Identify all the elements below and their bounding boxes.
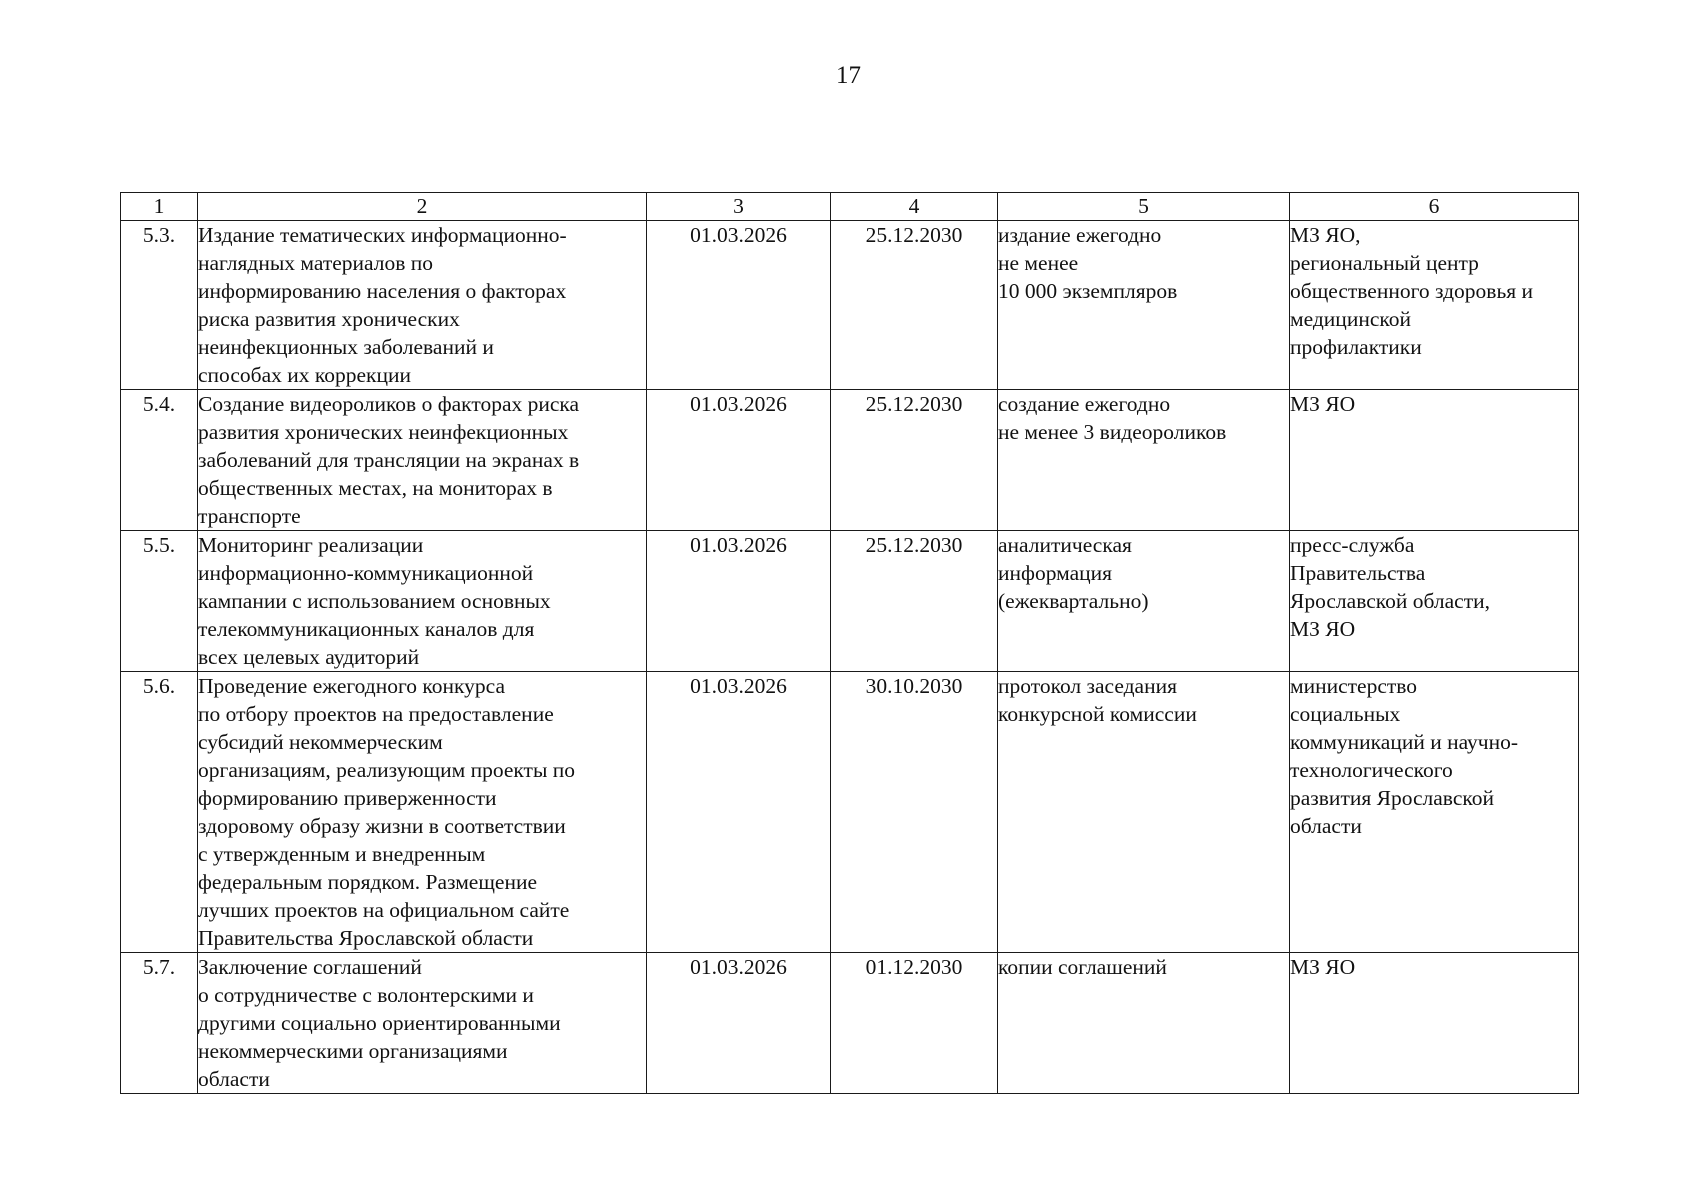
expected-result bbox=[998, 390, 1290, 531]
text-line: лучших проектов на официальном сайте bbox=[198, 898, 570, 922]
text-line: Ярославской области, bbox=[1290, 589, 1490, 613]
text-line: коммуникаций и научно- bbox=[1290, 730, 1519, 754]
end-date: 25.12.2030 bbox=[831, 531, 998, 672]
text-line: пресс-служба bbox=[1290, 533, 1415, 557]
text-line: федеральным порядком. Размещение bbox=[198, 870, 537, 894]
text-line: общественного здоровья и bbox=[1290, 279, 1534, 303]
text-line: технологического bbox=[1290, 758, 1453, 782]
text-line: транспорте bbox=[198, 504, 301, 528]
text-line: Мониторинг реализации bbox=[198, 533, 424, 557]
page-number: 17 bbox=[836, 62, 861, 89]
text-line: информационно-коммуникационной bbox=[198, 561, 534, 585]
row-number: 5.3. bbox=[121, 221, 198, 390]
text-line: кампании с использованием основных bbox=[198, 589, 551, 613]
column-header-6: 6 bbox=[1290, 193, 1579, 221]
measure-description bbox=[198, 953, 647, 1094]
text-line: создание ежегодно bbox=[998, 392, 1171, 416]
text-line: информация bbox=[998, 561, 1113, 585]
text-line: социальных bbox=[1290, 702, 1401, 726]
text-line: здоровому образу жизни в соответствии bbox=[198, 814, 566, 838]
measure-description bbox=[198, 390, 647, 531]
start-date: 01.03.2026 bbox=[647, 531, 831, 672]
text-line: медицинской bbox=[1290, 307, 1411, 331]
row-number: 5.4. bbox=[121, 390, 198, 531]
measures-table bbox=[120, 192, 1579, 1094]
column-header-1: 1 bbox=[121, 193, 198, 221]
text-line: Правительства Ярославской области bbox=[198, 926, 534, 950]
text-line: способах их коррекции bbox=[198, 363, 411, 387]
text-line: о сотрудничестве с волонтерскими и bbox=[198, 983, 534, 1007]
text-line: не менее bbox=[998, 251, 1079, 275]
text-line: информированию населения о факторах bbox=[198, 279, 567, 303]
end-date: 25.12.2030 bbox=[831, 390, 998, 531]
start-date: 01.03.2026 bbox=[647, 221, 831, 390]
text-line: Создание видеороликов о факторах риска bbox=[198, 392, 580, 416]
column-header-2: 2 bbox=[198, 193, 647, 221]
row-number: 5.6. bbox=[121, 672, 198, 953]
text-line: региональный центр bbox=[1290, 251, 1479, 275]
text-line: по отбору проектов на предоставление bbox=[198, 702, 554, 726]
text-line: профилактики bbox=[1290, 335, 1422, 359]
table-row bbox=[121, 672, 1579, 953]
column-header-3: 3 bbox=[647, 193, 831, 221]
start-date: 01.03.2026 bbox=[647, 390, 831, 531]
text-line: копии соглашений bbox=[998, 955, 1167, 979]
text-line: другими социально ориентированными bbox=[198, 1011, 561, 1035]
text-line: не менее 3 видеороликов bbox=[998, 420, 1227, 444]
table-row bbox=[121, 221, 1579, 390]
end-date: 25.12.2030 bbox=[831, 221, 998, 390]
expected-result bbox=[998, 953, 1290, 1094]
expected-result bbox=[998, 221, 1290, 390]
column-header-4: 4 bbox=[831, 193, 998, 221]
measure-description bbox=[198, 221, 647, 390]
text-line: некоммерческими организациями bbox=[198, 1039, 508, 1063]
text-line: Заключение соглашений bbox=[198, 955, 422, 979]
text-line: МЗ ЯО bbox=[1290, 392, 1356, 416]
table-row bbox=[121, 953, 1579, 1094]
text-line: протокол заседания bbox=[998, 674, 1177, 698]
start-date: 01.03.2026 bbox=[647, 953, 831, 1094]
text-line: субсидий некоммерческим bbox=[198, 730, 443, 754]
text-line: МЗ ЯО bbox=[1290, 617, 1356, 641]
text-line: заболеваний для трансляции на экранах в bbox=[198, 448, 580, 472]
text-line: (ежеквартально) bbox=[998, 589, 1149, 613]
responsible-party bbox=[1290, 672, 1579, 953]
text-line: МЗ ЯО bbox=[1290, 955, 1356, 979]
header-row bbox=[121, 193, 1579, 221]
expected-result bbox=[998, 672, 1290, 953]
text-line: наглядных материалов по bbox=[198, 251, 434, 275]
column-header-5: 5 bbox=[998, 193, 1290, 221]
end-date: 01.12.2030 bbox=[831, 953, 998, 1094]
row-number: 5.5. bbox=[121, 531, 198, 672]
text-line: организациям, реализующим проекты по bbox=[198, 758, 576, 782]
table-row bbox=[121, 390, 1579, 531]
responsible-party bbox=[1290, 531, 1579, 672]
responsible-party bbox=[1290, 390, 1579, 531]
text-line: Проведение ежегодного конкурса bbox=[198, 674, 505, 698]
text-line: издание ежегодно bbox=[998, 223, 1162, 247]
text-line: 10 000 экземпляров bbox=[998, 279, 1178, 303]
text-line: области bbox=[198, 1067, 270, 1091]
start-date: 01.03.2026 bbox=[647, 672, 831, 953]
text-line: развития Ярославской bbox=[1290, 786, 1494, 810]
text-line: с утвержденным и внедренным bbox=[198, 842, 486, 866]
text-line: риска развития хронических bbox=[198, 307, 460, 331]
measure-description bbox=[198, 672, 647, 953]
text-line: телекоммуникационных каналов для bbox=[198, 617, 535, 641]
text-line: МЗ ЯО, bbox=[1290, 223, 1361, 247]
text-line: Правительства bbox=[1290, 561, 1426, 585]
text-line: формированию приверженности bbox=[198, 786, 497, 810]
text-line: Издание тематических информационно- bbox=[198, 223, 567, 247]
text-line: аналитическая bbox=[998, 533, 1132, 557]
responsible-party bbox=[1290, 221, 1579, 390]
text-line: области bbox=[1290, 814, 1362, 838]
expected-result bbox=[998, 531, 1290, 672]
text-line: конкурсной комиссии bbox=[998, 702, 1197, 726]
end-date: 30.10.2030 bbox=[831, 672, 998, 953]
table-row bbox=[121, 531, 1579, 672]
measure-description bbox=[198, 531, 647, 672]
text-line: развития хронических неинфекционных bbox=[198, 420, 569, 444]
row-number: 5.7. bbox=[121, 953, 198, 1094]
text-line: неинфекционных заболеваний и bbox=[198, 335, 494, 359]
text-line: всех целевых аудиторий bbox=[198, 645, 420, 669]
responsible-party bbox=[1290, 953, 1579, 1094]
text-line: общественных местах, на мониторах в bbox=[198, 476, 553, 500]
text-line: министерство bbox=[1290, 674, 1418, 698]
